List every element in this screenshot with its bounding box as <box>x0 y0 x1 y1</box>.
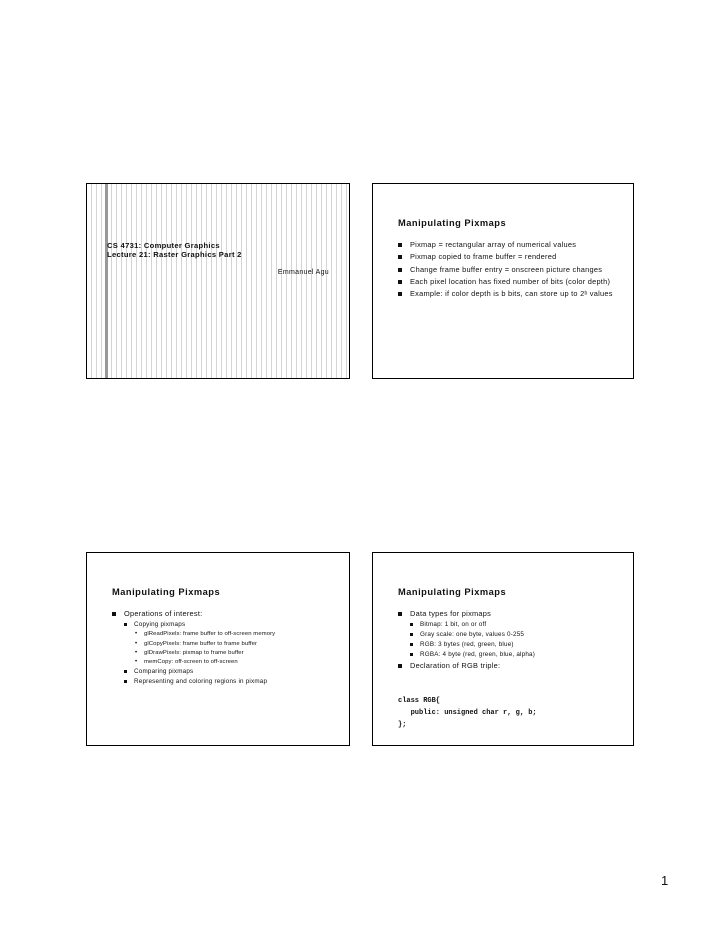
sub-sub-bullet-item: • glDrawPixels: pixmap to frame buffer <box>112 649 343 658</box>
slide-title: Manipulating Pixmaps <box>398 218 507 228</box>
bullet-item: Data types for pixmaps <box>398 608 627 620</box>
course-title-line2: Lecture 21: Raster Graphics Part 2 <box>107 250 242 259</box>
sub-sub-bullet-item: • glCopyPixels: frame buffer to frame buffer <box>112 640 343 649</box>
bullet-item: Each pixel location has fixed number of bits (color depth) <box>398 276 627 288</box>
bullet-item: Change frame buffer entry = onscreen picture changes <box>398 264 627 276</box>
bullet-list <box>112 608 343 687</box>
code-line: public: unsigned char r, g, b; <box>398 709 537 717</box>
code-line: }; <box>398 721 407 729</box>
bullet-item: Declaration of RGB triple: <box>398 660 627 672</box>
bullet-item: Operations of interest: <box>112 608 343 620</box>
bullet-list <box>398 239 627 300</box>
code-line: class RGB{ <box>398 697 441 705</box>
slide-title: Manipulating Pixmaps <box>398 587 507 597</box>
sub-bullet-item: Gray scale: one byte, values 0-255 <box>398 630 627 640</box>
sub-bullet-item: RGBA: 4 byte (red, green, blue, alpha) <box>398 650 627 660</box>
course-title-line1: CS 4731: Computer Graphics <box>107 241 220 250</box>
slide-frame-bar <box>105 184 108 378</box>
page-number: 1 <box>661 873 669 888</box>
slide-1-title <box>86 183 350 379</box>
sub-sub-bullet-item: • glReadPixels: frame buffer to off-screen memory <box>112 630 343 639</box>
code-block <box>398 695 537 731</box>
sub-bullet-item: Bitmap: 1 bit, on or off <box>398 620 627 630</box>
slide-3 <box>86 552 350 746</box>
sub-bullet-item: Copying pixmaps <box>112 620 343 630</box>
sub-sub-bullet-item: • memCopy: off-screen to off-screen <box>112 658 343 667</box>
bullet-list <box>398 608 627 673</box>
sub-bullet-item: Comparing pixmaps <box>112 667 343 677</box>
bullet-item: Example: if color depth is b bits, can store up to 2ᵇ values <box>398 288 627 300</box>
sub-bullet-item: Representing and coloring regions in pixmap <box>112 677 343 687</box>
slide-title: Manipulating Pixmaps <box>112 587 221 597</box>
bullet-item: Pixmap copied to frame buffer = rendered <box>398 251 627 263</box>
bullet-item: Pixmap = rectangular array of numerical values <box>398 239 627 251</box>
slide-4 <box>372 552 634 746</box>
course-title <box>107 241 242 259</box>
slide-2 <box>372 183 634 379</box>
sub-bullet-item: RGB: 3 bytes (red, green, blue) <box>398 640 627 650</box>
author-name: Emmanuel Agu <box>277 269 329 276</box>
